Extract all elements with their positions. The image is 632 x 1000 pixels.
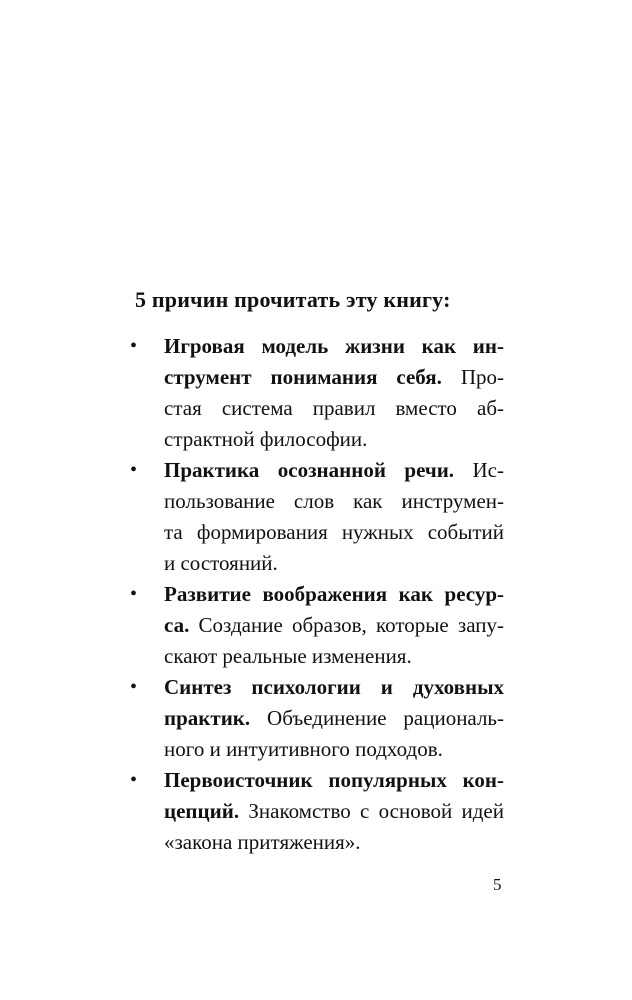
text-line: Синтез психологии и духовных [164,675,504,699]
text-line: та формирования нужных событий [164,520,504,544]
list-item [118,579,504,672]
page-heading: 5 причин прочитать эту книгу: [135,287,451,312]
text-line: са. Создание образов, которые запу- [164,613,504,637]
text-line: стая система правил вместо аб- [164,396,504,420]
bullet-icon: • [130,676,138,698]
text-line: страктной философии. [164,427,368,451]
bullet-icon: • [130,583,138,605]
list-item [118,765,504,858]
bullet-icon: • [130,769,138,791]
text-line: цепций. Знакомство с основой идей [164,799,504,823]
text-line: Практика осознанной речи. Ис- [164,458,505,482]
text-line: «закона притяжения». [164,830,361,854]
text-line: и состояний. [164,551,278,575]
text-line: ного и интуитивного подходов. [164,737,443,761]
list-item [118,455,504,579]
list-item [118,331,504,455]
text-line: скают реальные изменения. [164,644,412,668]
text-line: Игровая модель жизни как ин- [164,334,504,358]
text-line: пользование слов как инструмен- [164,489,504,513]
reasons-list [118,331,504,858]
list-item [118,672,504,765]
bullet-icon: • [130,459,138,481]
text-line: Развитие воображения как ресур- [164,582,504,606]
text-line: Первоисточник популярных кон- [164,768,504,792]
page-number: 5 [493,875,502,894]
text-line: практик. Объединение рациональ- [164,706,504,730]
bullet-icon: • [130,335,138,357]
text-line: струмент понимания себя. Про- [164,365,504,389]
